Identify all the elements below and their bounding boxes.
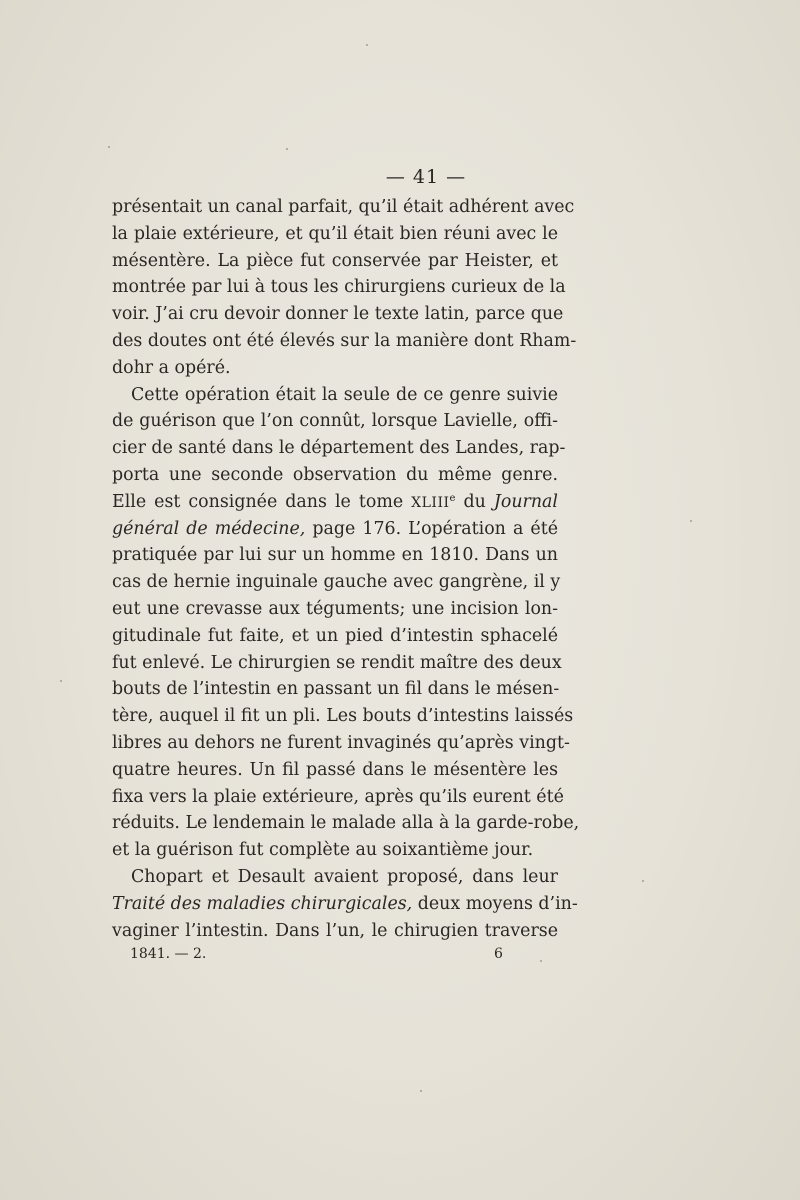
- text-line: [112, 730, 570, 757]
- line-text: libres au dehors ne furent invaginés qu’après vingt-: [112, 732, 570, 753]
- line-text: des doutes ont été élevés sur la manière dont Rham-: [112, 330, 577, 351]
- text-line: [112, 623, 558, 650]
- italic-title: Traité des maladies chirurgicales,: [112, 893, 413, 914]
- paper-speck: [420, 1090, 422, 1092]
- line-text: voir. J’ai cru devoir donner le texte latin, parce que: [112, 304, 564, 325]
- text-line: [112, 757, 558, 784]
- line-text: du: [455, 491, 494, 512]
- text-line: [112, 355, 558, 382]
- roman-numeral: XLIII: [411, 494, 450, 511]
- line-text: de guérison que l’on connût, lorsque Lavielle, offi-: [112, 411, 558, 432]
- superscript: e: [449, 492, 456, 504]
- line-text: dohr a opéré.: [112, 357, 231, 378]
- line-text: Elle est consignée dans le tome: [112, 491, 412, 512]
- paper-speck: [690, 520, 692, 522]
- text-line: [112, 408, 558, 435]
- italic-title: Journal: [493, 491, 558, 512]
- text-line: [112, 542, 558, 569]
- line-text: fut enlevé. Le chirurgien se rendit maître des deux: [112, 652, 562, 673]
- paper-speck: [366, 44, 368, 46]
- paper-speck: [108, 146, 110, 148]
- text-line: [112, 516, 558, 543]
- text-line: [112, 248, 558, 275]
- line-text: porta une seconde observation du même genre.: [112, 464, 558, 485]
- paper-speck: [286, 148, 288, 150]
- line-text: cas de hernie inguinale gauche avec gangrène, il y: [112, 572, 561, 593]
- paper-speck: [60, 680, 62, 682]
- text-line: [112, 382, 558, 409]
- line-text: pratiquée par lui sur un homme en 1810. Dans un: [112, 545, 558, 566]
- text-line: [112, 569, 561, 596]
- text-line: [112, 784, 564, 811]
- line-text: tère, auquel il fit un pli. Les bouts d’intestins laissés: [112, 706, 574, 727]
- text-line: [112, 810, 580, 837]
- text-line: [112, 918, 558, 945]
- text-line: [112, 435, 566, 462]
- line-text: montrée par lui à tous les chirurgiens curieux de la: [112, 277, 566, 298]
- line-text: quatre heures. Un fil passé dans le mésentère les: [112, 759, 558, 780]
- line-text: page 176. L’opération a été: [305, 518, 558, 539]
- text-line: [112, 676, 558, 703]
- page-number: — 41 —: [385, 166, 467, 188]
- line-text: Chopart et Desault avaient proposé, dans leur: [131, 866, 558, 887]
- text-line: [112, 301, 564, 328]
- line-text: réduits. Le lendemain le malade alla à la garde-robe,: [112, 813, 580, 834]
- text-line: [112, 462, 558, 489]
- text-line: [112, 891, 578, 918]
- line-text: gitudinale fut faite, et un pied d’intestin sphacelé: [112, 625, 558, 646]
- text-line: [112, 221, 558, 248]
- text-line: [112, 596, 558, 623]
- paper-speck: [642, 880, 644, 882]
- line-text: mésentère. La pièce fut conservée par Heister, et: [112, 250, 558, 271]
- line-text: la plaie extérieure, et qu’il était bien réuni avec le: [112, 223, 558, 244]
- line-text: bouts de l’intestin en passant un fil dans le mésen-: [112, 679, 560, 700]
- line-text: présentait un canal parfait, qu’il était adhérent avec: [112, 197, 575, 217]
- text-line: [112, 703, 574, 730]
- signature-mark: 1841. — 2.: [130, 946, 207, 962]
- line-text: Cette opération était la seule de ce genre suivie: [131, 384, 558, 405]
- line-text: cier de santé dans le département des Landes, rap-: [112, 438, 566, 459]
- text-line: [112, 837, 558, 864]
- text-line: [112, 650, 562, 677]
- body-text: [112, 194, 580, 944]
- text-line: [112, 489, 558, 516]
- gathering-number: 6: [494, 946, 503, 962]
- line-text: deux moyens d’in-: [412, 893, 578, 914]
- text-line: [112, 274, 566, 301]
- text-line: [112, 328, 577, 355]
- text-line: [112, 864, 558, 891]
- text-line: [112, 194, 575, 221]
- italic-title: général de médecine,: [112, 518, 306, 539]
- paper-speck: [540, 960, 542, 962]
- line-text: fixa vers la plaie extérieure, après qu’ils eurent été: [112, 786, 564, 807]
- line-text: vaginer l’intestin. Dans l’un, le chirugien traverse: [112, 920, 558, 941]
- line-text: et la guérison fut complète au soixantième jour.: [112, 840, 534, 861]
- line-text: eut une crevasse aux téguments; une incision lon-: [112, 598, 558, 619]
